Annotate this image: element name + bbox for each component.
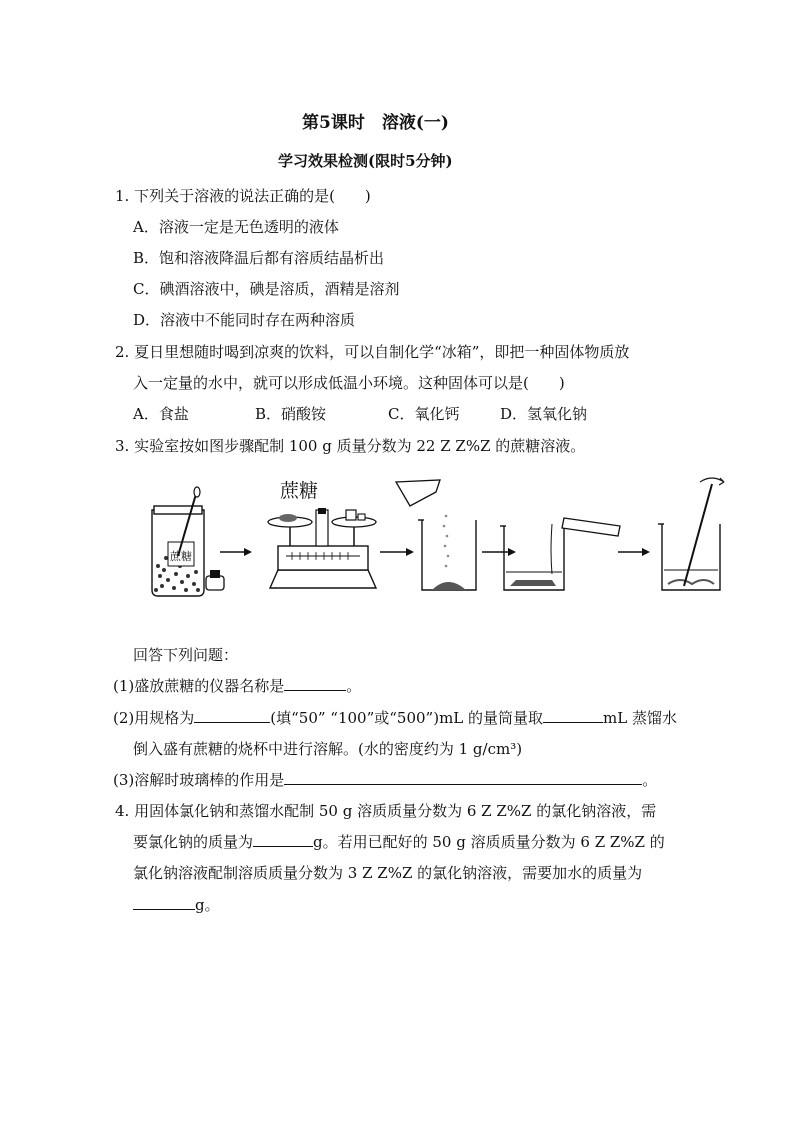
q3-sub1-text: (1)盛放蔗糖的仪器名称是: [113, 677, 285, 695]
q3-sub2-text-b: (填“50” “100”或“500”)mL 的量筒量取: [270, 709, 544, 727]
q1-option-a: A．溶液一定是无色透明的液体: [133, 218, 339, 236]
q4-line2: [133, 832, 665, 852]
q2-stem-line2: 入一定量的水中，就可以形成低温小环境。这种固体可以是( ): [133, 374, 565, 392]
q2-option-a: A．食盐: [133, 405, 189, 423]
q3-sub2: [113, 708, 677, 728]
balance-icon: [268, 508, 376, 588]
q2-stem-line1: 2. 夏日里想随时喝到凉爽的饮料，可以自制化学“冰箱”，即把一种固体物质放: [115, 343, 630, 361]
q4-line4: [133, 895, 220, 915]
beaker-water-icon: [500, 518, 620, 590]
page-subtitle: 学习效果检测(限时5分钟): [278, 152, 453, 170]
q4-line4-end: g。: [195, 896, 220, 914]
answer-blank[interactable]: [543, 708, 603, 723]
q3-sub3: [113, 770, 657, 790]
q4-line2-text-b: g。若用已配好的 50 g 溶质质量分数为 6 Z Z%Z 的: [313, 833, 665, 851]
q3-sub1-end: 。: [346, 677, 362, 695]
q1-option-c: C．碘酒溶液中，碘是溶质，酒精是溶剂: [133, 280, 400, 298]
q2-option-c: C．氧化钙: [388, 405, 460, 423]
beaker-sugar-icon: [396, 480, 476, 590]
arrow-right-icon: [618, 548, 650, 556]
balance-sugar-label: 蔗糖: [280, 480, 319, 502]
q4-line3: 氯化钠溶液配制溶质质量分数为 3 Z Z%Z 的氯化钠溶液，需要加水的质量为: [133, 864, 643, 882]
q4-line1: 4. 用固体氯化钠和蒸馏水配制 50 g 溶质质量分数为 6 Z Z%Z 的氯化钠溶液，需: [115, 802, 657, 820]
answer-blank[interactable]: [253, 832, 313, 847]
q3-sub2-text-c: mL 蒸馏水: [603, 709, 677, 727]
q2-option-b: B．硝酸铵: [255, 405, 327, 423]
q3-sub2-text-a: (2)用规格为: [113, 709, 195, 727]
answer-blank[interactable]: [284, 676, 346, 691]
answer-blank[interactable]: [194, 708, 270, 723]
q2-option-d: D．氢氧化钠: [500, 405, 588, 423]
answer-blank[interactable]: [133, 895, 195, 910]
q1-option-b: B．饱和溶液降温后都有溶质结晶析出: [133, 249, 385, 267]
jar-lid-icon: [206, 570, 224, 590]
arrow-right-icon: [220, 548, 252, 556]
arrow-right-icon: [380, 548, 414, 556]
q3-sub2-line2: 倒入盛有蔗糖的烧杯中进行溶解。(水的密度约为 1 g/cm³): [133, 740, 523, 758]
sugar-jar-icon: [152, 487, 204, 596]
q3-sub1: [113, 676, 361, 696]
q4-line2-text-a: 要氯化钠的质量为: [133, 833, 254, 851]
q3-stem: 3. 实验室按如图步骤配制 100 g 质量分数为 22 Z Z%Z 的蔗糖溶液。: [115, 437, 586, 455]
jar-label: 蔗糖: [170, 550, 192, 563]
q3-sub3-text: (3)溶解时玻璃棒的作用是: [113, 771, 285, 789]
q1-option-d: D．溶液中不能同时存在两种溶质: [133, 311, 356, 329]
arrow-right-icon: [482, 548, 516, 556]
answer-blank[interactable]: [284, 770, 642, 785]
experiment-figure: [140, 470, 740, 610]
q3-prompt: 回答下列问题：: [133, 646, 239, 664]
page-title: 第5课时 溶液(一): [302, 113, 449, 133]
q1-stem: 1. 下列关于溶液的说法正确的是( ): [115, 187, 371, 205]
beaker-stirring-icon: [658, 478, 724, 590]
q3-sub3-end: 。: [642, 771, 658, 789]
